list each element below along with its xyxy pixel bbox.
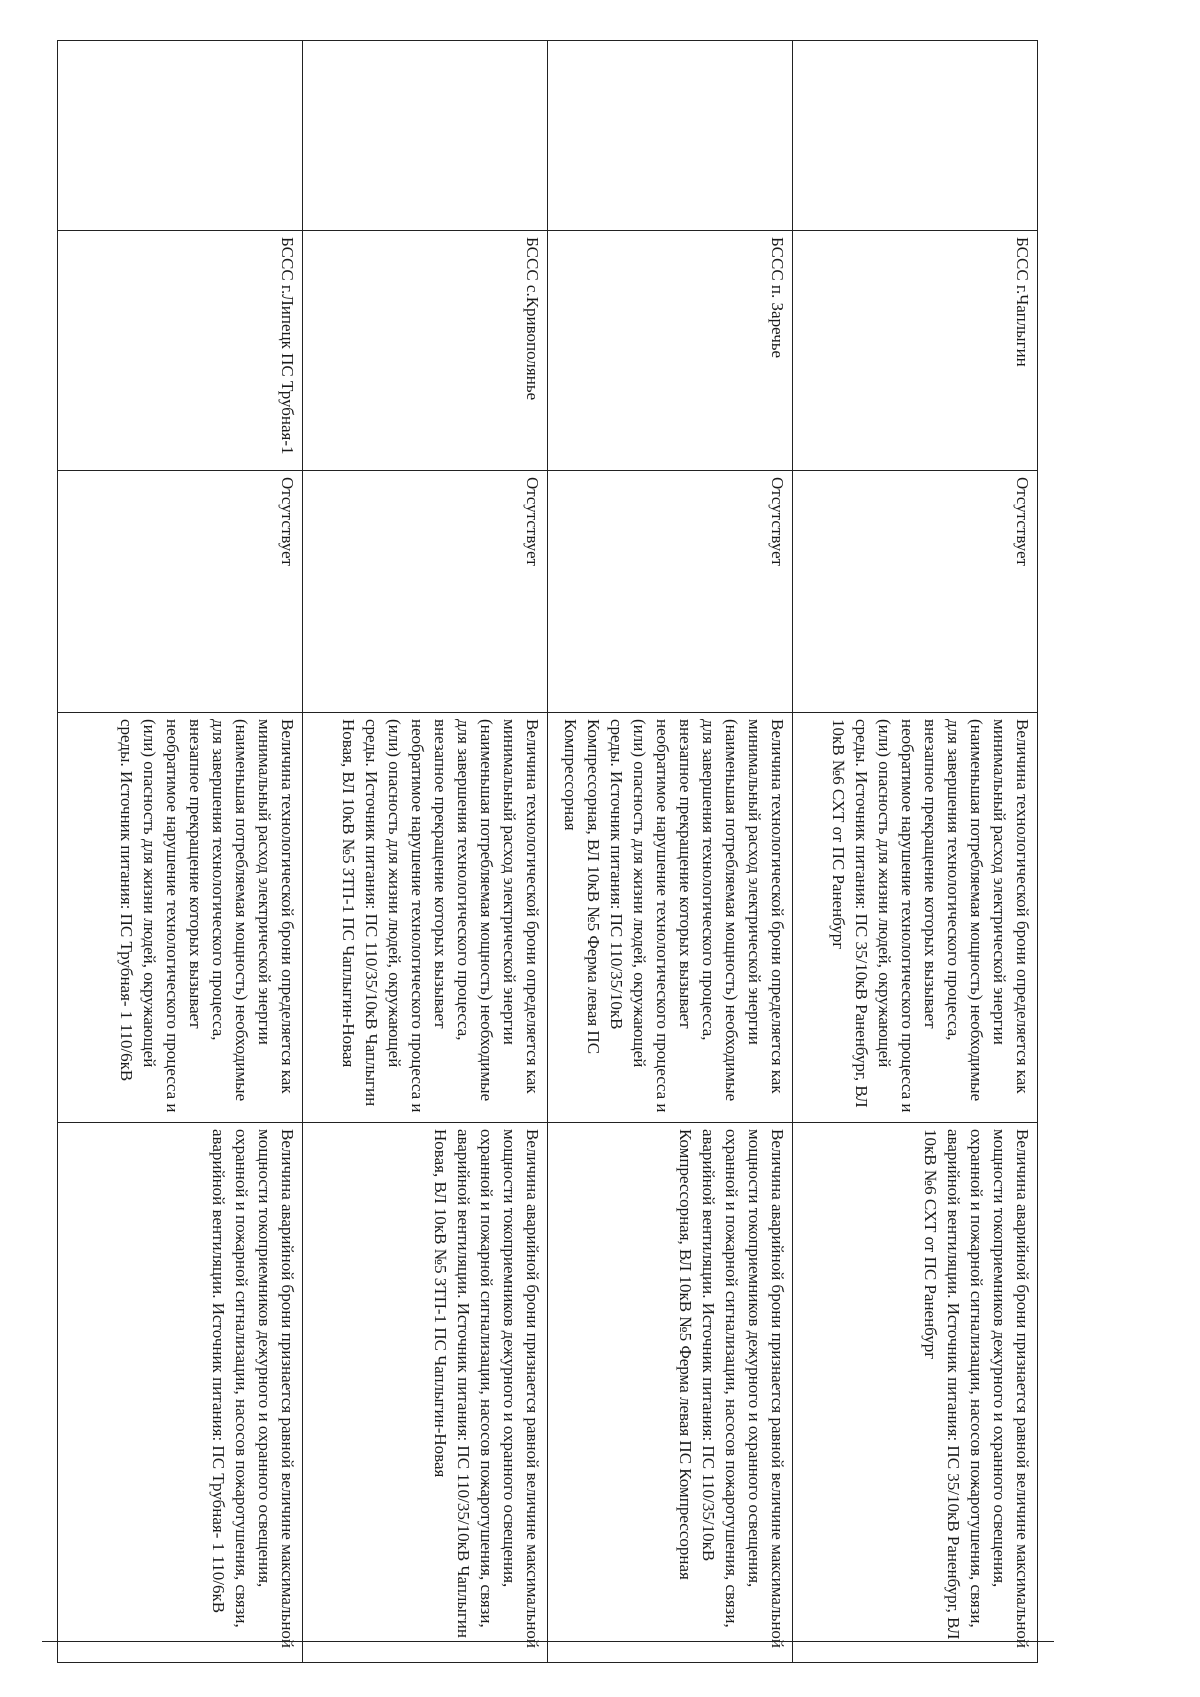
reserve-table — [57, 40, 1038, 1663]
emergency-reserve-cell: Величина аварийной брони признается равной величине максимальной мощности токоприемников дежурного и охранного освещения, охранной и пожарной сигнализации, насосов пожаротушения, связи, аварийной вентиляции. Источник питания: ПС 35/10кВ Раненбург, ВЛ 10кВ №6 СХТ от ПС Раненбург — [793, 1123, 1038, 1663]
row-index-cell — [58, 41, 303, 231]
object-name-cell: БССС г.Липецк ПС Трубная-1 — [58, 231, 303, 471]
table-row — [58, 41, 303, 1663]
emergency-reserve-cell: Величина аварийной брони признается равной величине максимальной мощности токоприемников дежурного и охранного освещения, охранной и пожарной сигнализации, насосов пожаротушения, связи, аварийной вентиляции. Источник питания: ПС 110/35/10кВ Чаплыгин Новая, ВЛ 10кВ №5 ЗТП-1 ПС Чаплыгин-Новая — [303, 1123, 548, 1663]
row-index-cell — [793, 41, 1038, 231]
reserve-status-cell: Отсутствует — [548, 471, 793, 713]
object-name-cell: БССС г.Чаплыгин — [793, 231, 1038, 471]
tech-reserve-cell: Величина технологической брони определяется как минимальный расход электрической энергии (наименьшая потребляемая мощность) необходимые для завершения технологического процесса, внезапное прекращение которых вызывает необратимое нарушение технологического процесса и (или) опасность для жизни людей, окружающей среды. Источник питания: ПС Трубная- 1 110/6кВ — [58, 713, 303, 1123]
row-index-cell — [548, 41, 793, 231]
tech-reserve-cell: Величина технологической брони определяется как минимальный расход электрической энергии (наименьшая потребляемая мощность) необходимые для завершения технологического процесса, внезапное прекращение которых вызывает необратимое нарушение технологического процесса и (или) опасность для жизни людей, окружающей среды. Источник питания: ПС 110/35/10кВ Чаплыгин Новая, ВЛ 10кВ №5 ЗТП-1 ПС Чаплыгин-Новая — [303, 713, 548, 1123]
bottom-rule — [42, 1641, 1054, 1642]
object-name-cell: БССС с.Кривополянье — [303, 231, 548, 471]
tech-reserve-cell: Величина технологической брони определяется как минимальный расход электрической энергии (наименьшая потребляемая мощность) необходимые для завершения технологического процесса, внезапное прекращение которых вызывает необратимое нарушение технологического процесса и (или) опасность для жизни людей, окружающей среды. Источник питания: ПС 110/35/10кВ Компрессорная, ВЛ 10кВ №5 Ферма левая ПС Компрессорная — [548, 713, 793, 1123]
table-row — [793, 41, 1038, 1663]
tech-reserve-cell: Величина технологической брони определяется как минимальный расход электрической энергии (наименьшая потребляемая мощность) необходимые для завершения технологического процесса, внезапное прекращение которых вызывает необратимое нарушение технологического процесса и (или) опасность для жизни людей, окружающей среды. Источник питания: ПС 35/10кВ Раненбург, ВЛ 10кВ №6 СХТ от ПС Раненбург — [793, 713, 1038, 1123]
table-row — [303, 41, 548, 1663]
emergency-reserve-cell: Величина аварийной брони признается равной величине максимальной мощности токоприемников дежурного и охранного освещения, охранной и пожарной сигнализации, насосов пожаротушения, связи, аварийной вентиляции. Источник питания: ПС Трубная- 1 110/6кВ — [58, 1123, 303, 1663]
reserve-status-cell: Отсутствует — [303, 471, 548, 713]
rotated-page — [38, 40, 1038, 1662]
table-row — [548, 41, 793, 1663]
reserve-status-cell: Отсутствует — [793, 471, 1038, 713]
emergency-reserve-cell: Величина аварийной брони признается равной величине максимальной мощности токоприемников дежурного и охранного освещения, охранной и пожарной сигнализации, насосов пожаротушения, связи, аварийной вентиляции. Источник питания: ПС 110/35/10кВ Компрессорная, ВЛ 10кВ №5 Ферма левая ПС Компрессорная — [548, 1123, 793, 1663]
row-index-cell — [303, 41, 548, 231]
reserve-status-cell: Отсутствует — [58, 471, 303, 713]
object-name-cell: БССС п. Заречье — [548, 231, 793, 471]
